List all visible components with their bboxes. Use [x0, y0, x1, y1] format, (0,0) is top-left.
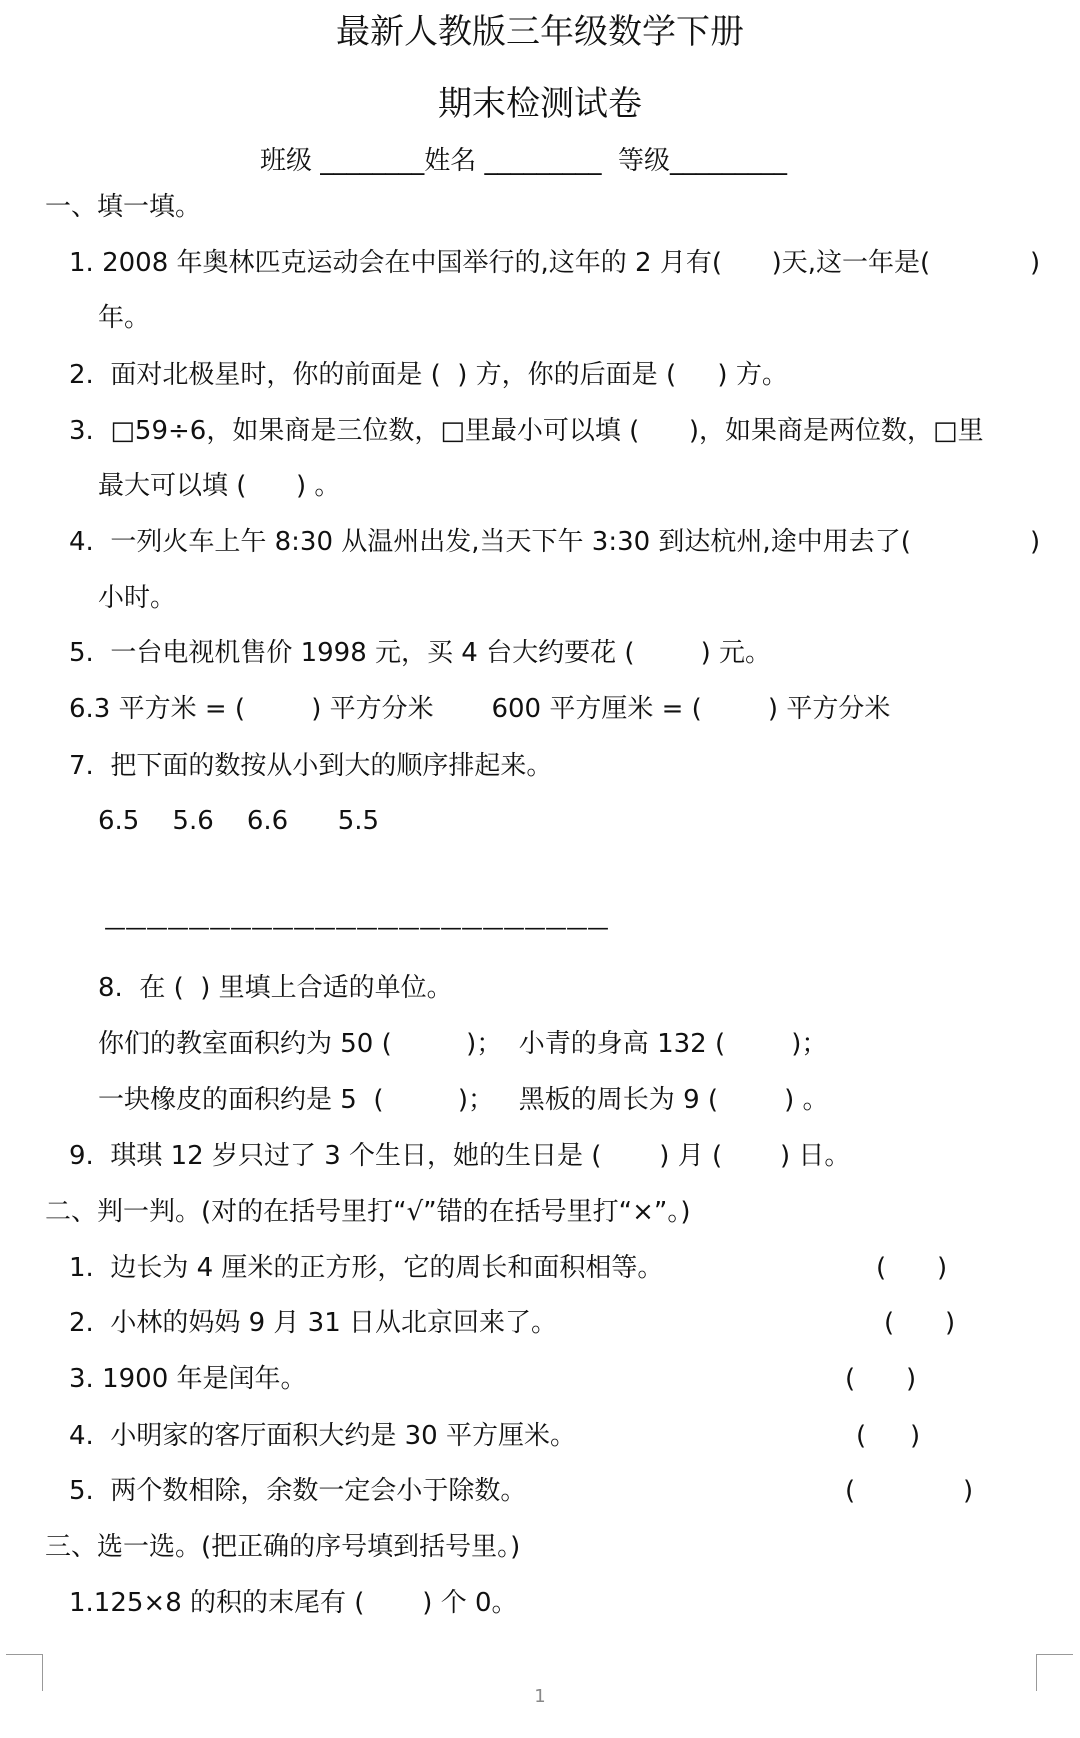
- answer-line: ————————————————————————: [104, 916, 608, 941]
- question-1-5: 5. 一台电视机售价 1998 元，买 4 台大约要花 ( ) 元。: [69, 638, 772, 668]
- paren-close: ): [906, 1364, 917, 1394]
- paren-close: ): [937, 1253, 948, 1283]
- question-1-8: 8. 在 ( ) 里填上合适的单位。: [98, 973, 453, 1003]
- section-2-heading: 二、判一判。(对的在括号里打“√”错的在括号里打“×”。): [45, 1197, 691, 1227]
- page-title: 最新人教版三年级数学下册: [336, 12, 744, 52]
- paren-close: ): [1030, 527, 1041, 557]
- question-1-1: 1. 2008 年奥林匹克运动会在中国举行的,这年的 2 月有( )天,这一年是(: [69, 248, 931, 278]
- judge-item-1: 1. 边长为 4 厘米的正方形，它的周长和面积相等。: [69, 1253, 664, 1283]
- question-1-8a: 你们的教室面积约为 50 ( )； 小青的身高 132 ( )；: [98, 1029, 828, 1059]
- paren-close: ): [945, 1308, 956, 1338]
- question-1-9: 9. 琪琪 12 岁只过了 3 个生日，她的生日是 ( ) 月 ( ) 日。: [69, 1141, 851, 1171]
- paren-close: ): [1030, 248, 1041, 278]
- student-info-line: 班级 ________姓名 _________ 等级_________: [260, 146, 788, 176]
- question-1-2: 2. 面对北极星时，你的前面是 ( ) 方，你的后面是 ( ) 方。: [69, 360, 788, 390]
- question-1-3-cont: 最大可以填 ( ) 。: [98, 471, 341, 501]
- paren-open: (: [845, 1476, 856, 1506]
- page-number: 1: [534, 1686, 546, 1707]
- section-1-heading: 一、填一填。: [45, 192, 202, 222]
- judge-item-3: 3. 1900 年是闰年。: [69, 1364, 307, 1394]
- paren-close: ): [963, 1476, 974, 1506]
- judge-item-4: 4. 小明家的客厅面积大约是 30 平方厘米。: [69, 1421, 576, 1451]
- question-1-8b: 一块橡皮的面积约是 5 ( )； 黑板的周长为 9 ( ) 。: [98, 1085, 829, 1115]
- section-3-heading: 三、选一选。(把正确的序号填到括号里。): [45, 1532, 521, 1562]
- question-1-7: 7. 把下面的数按从小到大的顺序排起来。: [69, 751, 553, 781]
- question-1-4-cont: 小时。: [98, 583, 177, 613]
- judge-item-2: 2. 小林的妈妈 9 月 31 日从北京回来了。: [69, 1308, 558, 1338]
- paren-open: (: [845, 1364, 856, 1394]
- question-1-3: 3. □59÷6，如果商是三位数，□里最小可以填 ( )，如果商是两位数，□里: [69, 416, 984, 446]
- question-1-7-numbers: 6.5 5.6 6.6 5.5: [98, 806, 380, 836]
- question-1-1-cont: 年。: [98, 303, 151, 333]
- judge-item-5: 5. 两个数相除，余数一定会小于除数。: [69, 1476, 527, 1506]
- question-1-4: 4. 一列火车上午 8:30 从温州出发,当天下午 3:30 到达杭州,途中用去了(: [69, 527, 911, 557]
- page-subtitle: 期末检测试卷: [438, 84, 642, 124]
- paren-open: (: [856, 1421, 867, 1451]
- paren-open: (: [884, 1308, 895, 1338]
- choice-question-1: 1.125×8 的积的末尾有 ( ) 个 0。: [69, 1588, 518, 1618]
- paren-close: ): [910, 1421, 921, 1451]
- question-1-6: 6.3 平方米 = ( ) 平方分米 600 平方厘米 = ( ) 平方分米: [69, 694, 891, 724]
- paren-open: (: [876, 1253, 887, 1283]
